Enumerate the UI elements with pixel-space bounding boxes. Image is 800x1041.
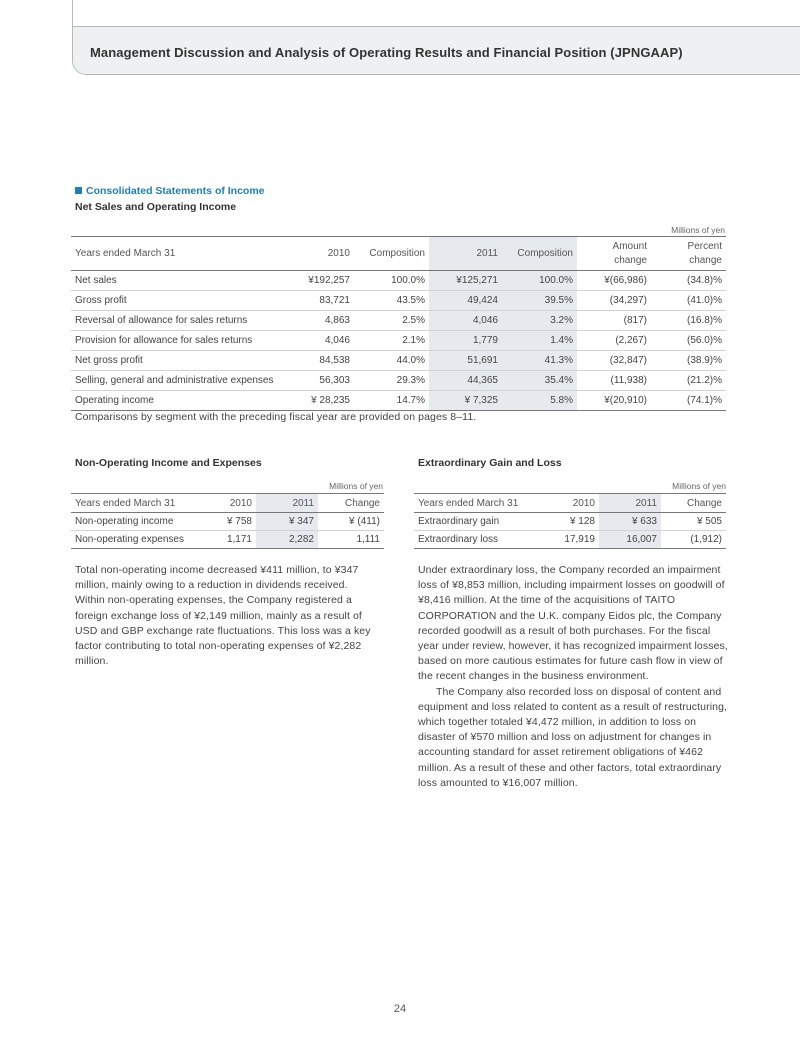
header-years: Years ended March 31 — [71, 237, 296, 271]
cell-v2010: 1,171 — [201, 531, 256, 549]
table-row — [71, 351, 726, 371]
extra-text — [418, 563, 728, 791]
cell-c2011: 41.3% — [502, 351, 577, 371]
cell-c2011: 1.4% — [502, 331, 577, 351]
section-subtitle: Net Sales and Operating Income — [75, 201, 237, 213]
header-2010: 2010 — [296, 237, 354, 271]
cell-label: Extraordinary gain — [414, 513, 539, 531]
extra-paragraph-1: Under extraordinary loss, the Company recorded an impairment loss of ¥8,853 million, including impairment losses on goodwill of ¥8,416 million. At the time of the acquisitions of TAITO CORPORATION and the U.K. company Eidos plc, the Company recorded goodwill as a result of both purchases. For the fiscal year under review, however, it has recognized impairment losses, based on more cautious estimates for future cash flow in view of the recent changes in the business environment. — [418, 564, 728, 683]
cell-v2011: 44,365 — [429, 371, 502, 391]
nonop-table — [71, 493, 384, 549]
table-row — [414, 513, 726, 531]
cell-label: Selling, general and administrative expenses — [71, 371, 296, 391]
cell-amount: (34,297) — [577, 291, 651, 311]
cell-v2011: 2,282 — [256, 531, 318, 549]
cell-c2011: 3.2% — [502, 311, 577, 331]
table-row — [71, 271, 726, 291]
cell-v2010: ¥ 28,235 — [296, 391, 354, 411]
cell-change: ¥ (411) — [318, 513, 384, 531]
table-row — [414, 531, 726, 549]
cell-amount: (817) — [577, 311, 651, 331]
header-composition-2010: Composition — [354, 237, 429, 271]
section-title — [75, 185, 265, 197]
cell-label: Provision for allowance for sales returns — [71, 331, 296, 351]
cell-label: Extraordinary loss — [414, 531, 539, 549]
cell-c2010: 14.7% — [354, 391, 429, 411]
cell-percent: (21.2)% — [651, 371, 726, 391]
cell-change: (1,912) — [661, 531, 726, 549]
nonop-text: Total non-operating income decreased ¥411 million, to ¥347 million, mainly owing to a reduction in dividends received. Within non-operating expenses, the Company registered a foreign exchange loss of ¥2,149 million, mainly as a result of USD and GBP exchange rate fluctuations. This loss was a key factor contributing to total non-operating expenses of ¥2,282 million. — [75, 564, 371, 668]
extra-paragraph-2: The Company also recorded loss on disposal of content and equipment and loss related to content as a result of restructuring, which together totaled ¥4,472 million, in addition to loss on disaster of ¥570 million and loss on adjustment for changes in accounting standard for asset retirement obligations of ¥462 million. As a result of these and other factors, total extraordinary loss amounted to ¥16,007 million. — [418, 685, 728, 789]
header-change: Change — [318, 494, 384, 513]
cell-v2010: 4,046 — [296, 331, 354, 351]
cell-v2010: 17,919 — [539, 531, 599, 549]
header-years: Years ended March 31 — [71, 494, 201, 513]
extra-unit: Millions of yen — [672, 481, 726, 491]
cell-v2010: ¥ 758 — [201, 513, 256, 531]
square-bullet-icon — [75, 187, 82, 194]
cell-c2011: 35.4% — [502, 371, 577, 391]
cell-label: Net gross profit — [71, 351, 296, 371]
cell-v2011: 49,424 — [429, 291, 502, 311]
cell-amount: (32,847) — [577, 351, 651, 371]
nonop-title: Non-Operating Income and Expenses — [75, 457, 262, 469]
page-number: 24 — [393, 1003, 407, 1015]
cell-v2010: ¥192,257 — [296, 271, 354, 291]
cell-amount: ¥(66,986) — [577, 271, 651, 291]
cell-label: Non-operating expenses — [71, 531, 201, 549]
header-2010: 2010 — [201, 494, 256, 513]
table-row — [71, 391, 726, 411]
cell-c2011: 5.8% — [502, 391, 577, 411]
cell-c2011: 100.0% — [502, 271, 577, 291]
cell-c2010: 43.5% — [354, 291, 429, 311]
cell-v2010: 83,721 — [296, 291, 354, 311]
cell-percent: (34.8)% — [651, 271, 726, 291]
cell-v2011: 1,779 — [429, 331, 502, 351]
cell-change: 1,111 — [318, 531, 384, 549]
cell-label: Net sales — [71, 271, 296, 291]
header-2011: 2011 — [429, 237, 502, 271]
cell-v2011: 4,046 — [429, 311, 502, 331]
cell-c2010: 29.3% — [354, 371, 429, 391]
cell-v2010: 4,863 — [296, 311, 354, 331]
section-title-text: Consolidated Statements of Income — [86, 185, 265, 197]
segment-note: Comparisons by segment with the preceding fiscal year are provided on pages 8–11. — [75, 411, 477, 423]
cell-percent: (38.9)% — [651, 351, 726, 371]
cell-v2011: ¥125,271 — [429, 271, 502, 291]
cell-amount: (11,938) — [577, 371, 651, 391]
header-2011: 2011 — [256, 494, 318, 513]
table-row — [71, 311, 726, 331]
cell-c2010: 2.5% — [354, 311, 429, 331]
extra-table — [414, 493, 726, 549]
table-row — [71, 371, 726, 391]
cell-amount: ¥(20,910) — [577, 391, 651, 411]
table-row — [71, 291, 726, 311]
cell-percent: (74.1)% — [651, 391, 726, 411]
header-percent-change: Percent change — [651, 237, 726, 271]
cell-percent: (41.0)% — [651, 291, 726, 311]
header-years: Years ended March 31 — [414, 494, 539, 513]
header-2011: 2011 — [599, 494, 661, 513]
cell-label: Reversal of allowance for sales returns — [71, 311, 296, 331]
extra-title: Extraordinary Gain and Loss — [418, 457, 562, 469]
header-change: Change — [661, 494, 726, 513]
cell-v2011: 16,007 — [599, 531, 661, 549]
cell-c2010: 2.1% — [354, 331, 429, 351]
cell-amount: (2,267) — [577, 331, 651, 351]
cell-v2011: 51,691 — [429, 351, 502, 371]
table-row — [71, 513, 384, 531]
cell-percent: (56.0)% — [651, 331, 726, 351]
cell-v2010: 84,538 — [296, 351, 354, 371]
cell-label: Operating income — [71, 391, 296, 411]
nonop-unit: Millions of yen — [329, 481, 383, 491]
cell-c2011: 39.5% — [502, 291, 577, 311]
cell-label: Non-operating income — [71, 513, 201, 531]
income-table — [71, 236, 726, 411]
income-unit: Millions of yen — [671, 225, 725, 235]
cell-label: Gross profit — [71, 291, 296, 311]
header-composition-2011: Composition — [502, 237, 577, 271]
table-row — [71, 531, 384, 549]
cell-v2010: 56,303 — [296, 371, 354, 391]
cell-change: ¥ 505 — [661, 513, 726, 531]
header-amount-change: Amount change — [577, 237, 651, 271]
cell-v2011: ¥ 7,325 — [429, 391, 502, 411]
cell-c2010: 44.0% — [354, 351, 429, 371]
cell-v2010: ¥ 128 — [539, 513, 599, 531]
header-2010: 2010 — [539, 494, 599, 513]
cell-percent: (16.8)% — [651, 311, 726, 331]
page-title: Management Discussion and Analysis of Operating Results and Financial Position (JPNGAAP) — [90, 45, 683, 60]
cell-v2011: ¥ 347 — [256, 513, 318, 531]
cell-c2010: 100.0% — [354, 271, 429, 291]
table-row — [71, 331, 726, 351]
cell-v2011: ¥ 633 — [599, 513, 661, 531]
